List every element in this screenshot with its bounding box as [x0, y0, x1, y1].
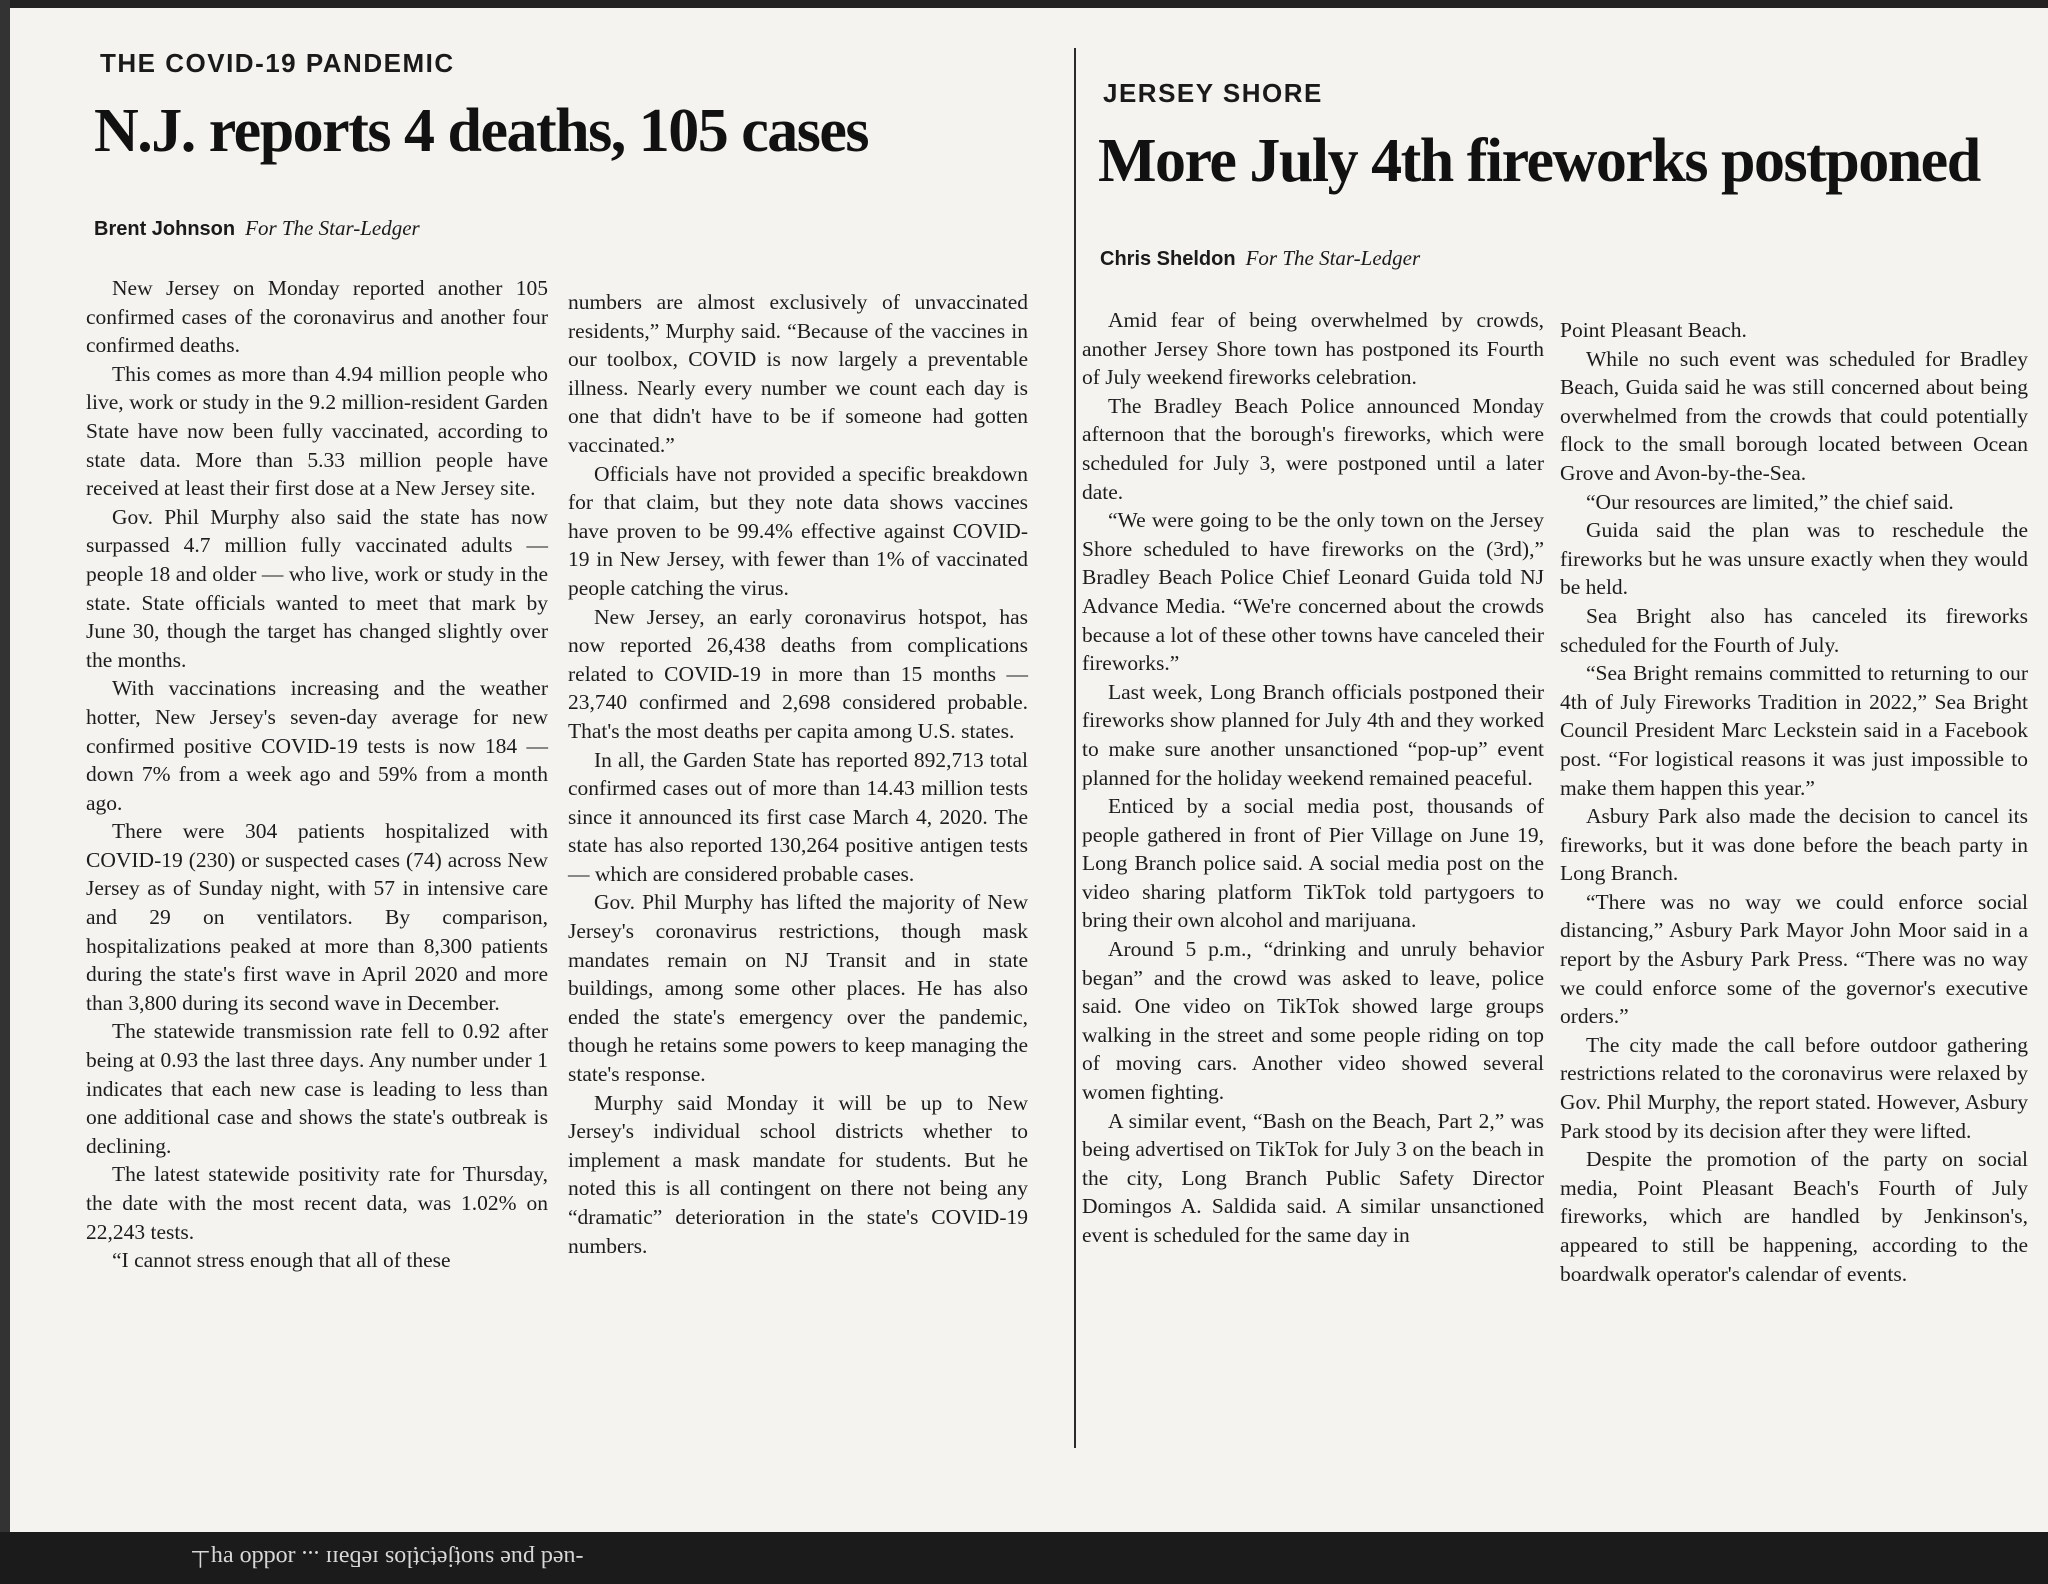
- right-byline-name: Chris Sheldon: [1100, 248, 1236, 270]
- article-paragraph: “Our resources are limited,” the chief said.: [1586, 489, 1954, 514]
- article-paragraph: In all, the Garden State has reported 892,713 total confirmed cases out of more than 14.43 million tests since it announced its first case March 4, 2020. The state has also reported 130,264 positive antigen tests — which are considered probable cases.: [568, 747, 1028, 886]
- left-byline: [94, 216, 420, 241]
- article-paragraph: The latest statewide positivity rate for Thursday, the date with the most recent data, was 1.02% on 22,243 tests.: [86, 1162, 548, 1244]
- bottom-scan-strip: [0, 1532, 2048, 1584]
- right-column-1: [1082, 306, 1544, 1250]
- article-paragraph: numbers are almost exclusively of unvaccinated residents,” Murphy said. “Because of the vaccines in our toolbox, COVID is now largely a preventable illness. Nearly every number we count each day is one that didn't have to be if someone had gotten vaccinated.”: [568, 290, 1028, 457]
- right-kicker: JERSEY SHORE: [1103, 78, 1323, 108]
- article-paragraph: Gov. Phil Murphy also said the state has now surpassed 4.7 million fully vaccinated adults — people 18 and older — who live, work or study in the state. State officials wanted to meet that mark by June 30, though the target has changed slightly over the months.: [86, 504, 548, 672]
- article-paragraph: A similar event, “Bash on the Beach, Part 2,” was being advertised on TikTok for July 3 on the beach in the city, Long Branch Public Safety Director Domingos A. Saldida said. A similar unsanctioned event is scheduled for the same day in: [1082, 1108, 1544, 1247]
- left-column-2: [568, 288, 1028, 1260]
- article-paragraph: Murphy said Monday it will be up to New Jersey's individual school districts whether to implement a mask mandate for students. But he noted this is all contingent on there not being any “dramatic” deterioration in the state's COVID-19 numbers.: [568, 1090, 1028, 1258]
- article-paragraph: The Bradley Beach Police announced Monday afternoon that the borough's fireworks, which were scheduled for July 3, were postponed until a later date.: [1082, 393, 1544, 504]
- left-byline-affiliation: For The Star-Ledger: [245, 216, 420, 240]
- article-paragraph: Point Pleasant Beach.: [1560, 318, 1747, 342]
- article-paragraph: New Jersey, an early coronavirus hotspot, has now reported 26,438 deaths from complications related to COVID-19 in more than 15 months — 23,740 confirmed and 2,698 considered probable. That's the most deaths per capita among U.S. states.: [568, 604, 1028, 743]
- left-column-1: [86, 274, 548, 1275]
- article-paragraph: There were 304 patients hospitalized with COVID-19 (230) or suspected cases (74) across New Jersey as of Sunday night, with 57 in intensive care and 29 on ventilators. By comparison, hospitalizations peaked at more than 8,300 patients during the state's first wave in April 2020 and more than 3,800 during its second wave in December.: [86, 819, 548, 1015]
- article-paragraph: “Sea Bright remains committed to returning to our 4th of July Fireworks Tradition in 2022,” Sea Bright Council President Marc Leckstein said in a Facebook post. “For logistical reasons it was just impossible to make them happen this year.”: [1560, 661, 2028, 800]
- article-paragraph: The statewide transmission rate fell to 0.92 after being at 0.93 the last three days. Any number under 1 indicates that each new case is leading to less than one additional case and shows the state's outbreak is declining.: [86, 1019, 548, 1158]
- article-paragraph: Asbury Park also made the decision to cancel its fireworks, but it was done before the beach party in Long Branch.: [1560, 804, 2028, 886]
- article-paragraph: The city made the call before outdoor gathering restrictions related to the coronavirus were relaxed by Gov. Phil Murphy, the report stated. However, Asbury Park stood by its decision after they were lifted.: [1560, 1032, 2028, 1143]
- article-paragraph: With vaccinations increasing and the weather hotter, New Jersey's seven-day average for new confirmed positive COVID-19 tests is now 184 — down 7% from a week ago and 59% from a month ago.: [86, 676, 548, 815]
- article-paragraph: Despite the promotion of the party on social media, Point Pleasant Beach's Fourth of July fireworks, which are handled by Jenkinson's, appeared to still be happening, according to the boardwalk operator's calendar of events.: [1560, 1147, 2028, 1286]
- right-column-2: [1560, 316, 2028, 1288]
- top-border: [0, 0, 2048, 8]
- article-paragraph: While no such event was scheduled for Bradley Beach, Guida said he was still concerned about being overwhelmed from the crowds that could potentially flock to the small borough located between Ocean Grove and Avon-by-the-Sea.: [1560, 346, 2028, 485]
- article-paragraph: Officials have not provided a specific breakdown for that claim, but they note data shows vaccines have proven to be 99.4% effective against COVID-19 in New Jersey, with fewer than 1% of vaccinated people catching the virus.: [568, 461, 1028, 600]
- article-paragraph: Amid fear of being overwhelmed by crowds, another Jersey Shore town has postponed its Fourth of July weekend fireworks celebration.: [1082, 308, 1544, 390]
- article-paragraph: Gov. Phil Murphy has lifted the majority of New Jersey's coronavirus restrictions, though mask mandates remain on NJ Transit and in state buildings, among some other places. He has also ended the state's emergency over the pandemic, though he retains some powers to keep managing the state's response.: [568, 890, 1028, 1087]
- article-paragraph: “I cannot stress enough that all of these: [112, 1248, 451, 1273]
- left-headline: N.J. reports 4 deaths, 105 cases: [94, 97, 869, 165]
- right-byline-affiliation: For The Star-Ledger: [1245, 246, 1421, 270]
- right-byline: [1100, 246, 1420, 271]
- article-paragraph: Last week, Long Branch officials postponed their fireworks show planned for July 4th and they worked to make sure another unsanctioned “pop-up” event planned for the holiday weekend remained peaceful.: [1082, 679, 1544, 790]
- left-byline-name: Brent Johnson: [94, 218, 236, 240]
- left-border: [0, 0, 10, 1584]
- article-paragraph: New Jersey on Monday reported another 105 confirmed cases of the coronavirus and another four confirmed deaths.: [86, 276, 548, 358]
- left-kicker: THE COVID-19 PANDEMIC: [100, 48, 455, 78]
- column-divider: [1074, 48, 1076, 1448]
- article-paragraph: This comes as more than 4.94 million people who live, work or study in the 9.2 million-resident Garden State have now been fully vaccinated, according to state data. More than 5.33 million people have received at least their first dose at a New Jersey site.: [86, 361, 548, 501]
- article-paragraph: Around 5 p.m., “drinking and unruly behavior began” and the crowd was asked to leave, police said. One video on TikTok showed large groups walking in the street and some people riding on top of moving cars. Another video showed several women fighting.: [1082, 937, 1544, 1105]
- right-headline: More July 4th fireworks postponed: [1098, 127, 1980, 195]
- article-paragraph: Guida said the plan was to reschedule the fireworks but he was unsure exactly when they would be held.: [1560, 518, 2028, 600]
- mirrored-bleedthrough-text: -ued pue suoṭjeṭɔṭlos ɪeƃəɪɪ ... ɹoddo ɐɥ⊥: [190, 1545, 584, 1571]
- article-paragraph: Enticed by a social media post, thousands of people gathered in front of Pier Village on June 19, Long Branch police said. A social media post on the video sharing platform TikTok told partygoers to bring their own alcohol and marijuana.: [1082, 794, 1544, 933]
- article-paragraph: Sea Bright also has canceled its fireworks scheduled for the Fourth of July.: [1560, 603, 2028, 657]
- article-paragraph: “We were going to be the only town on the Jersey Shore scheduled to have fireworks on the (3rd),” Bradley Beach Police Chief Leonard Guida told NJ Advance Media. “We're concerned about the crowds because a lot of these other towns have canceled their fireworks.”: [1082, 508, 1544, 676]
- article-paragraph: “There was no way we could enforce social distancing,” Asbury Park Mayor John Moor said in a report by the Asbury Park Press. “There was no way we could enforce some of the governor's executive orders.”: [1560, 889, 2028, 1029]
